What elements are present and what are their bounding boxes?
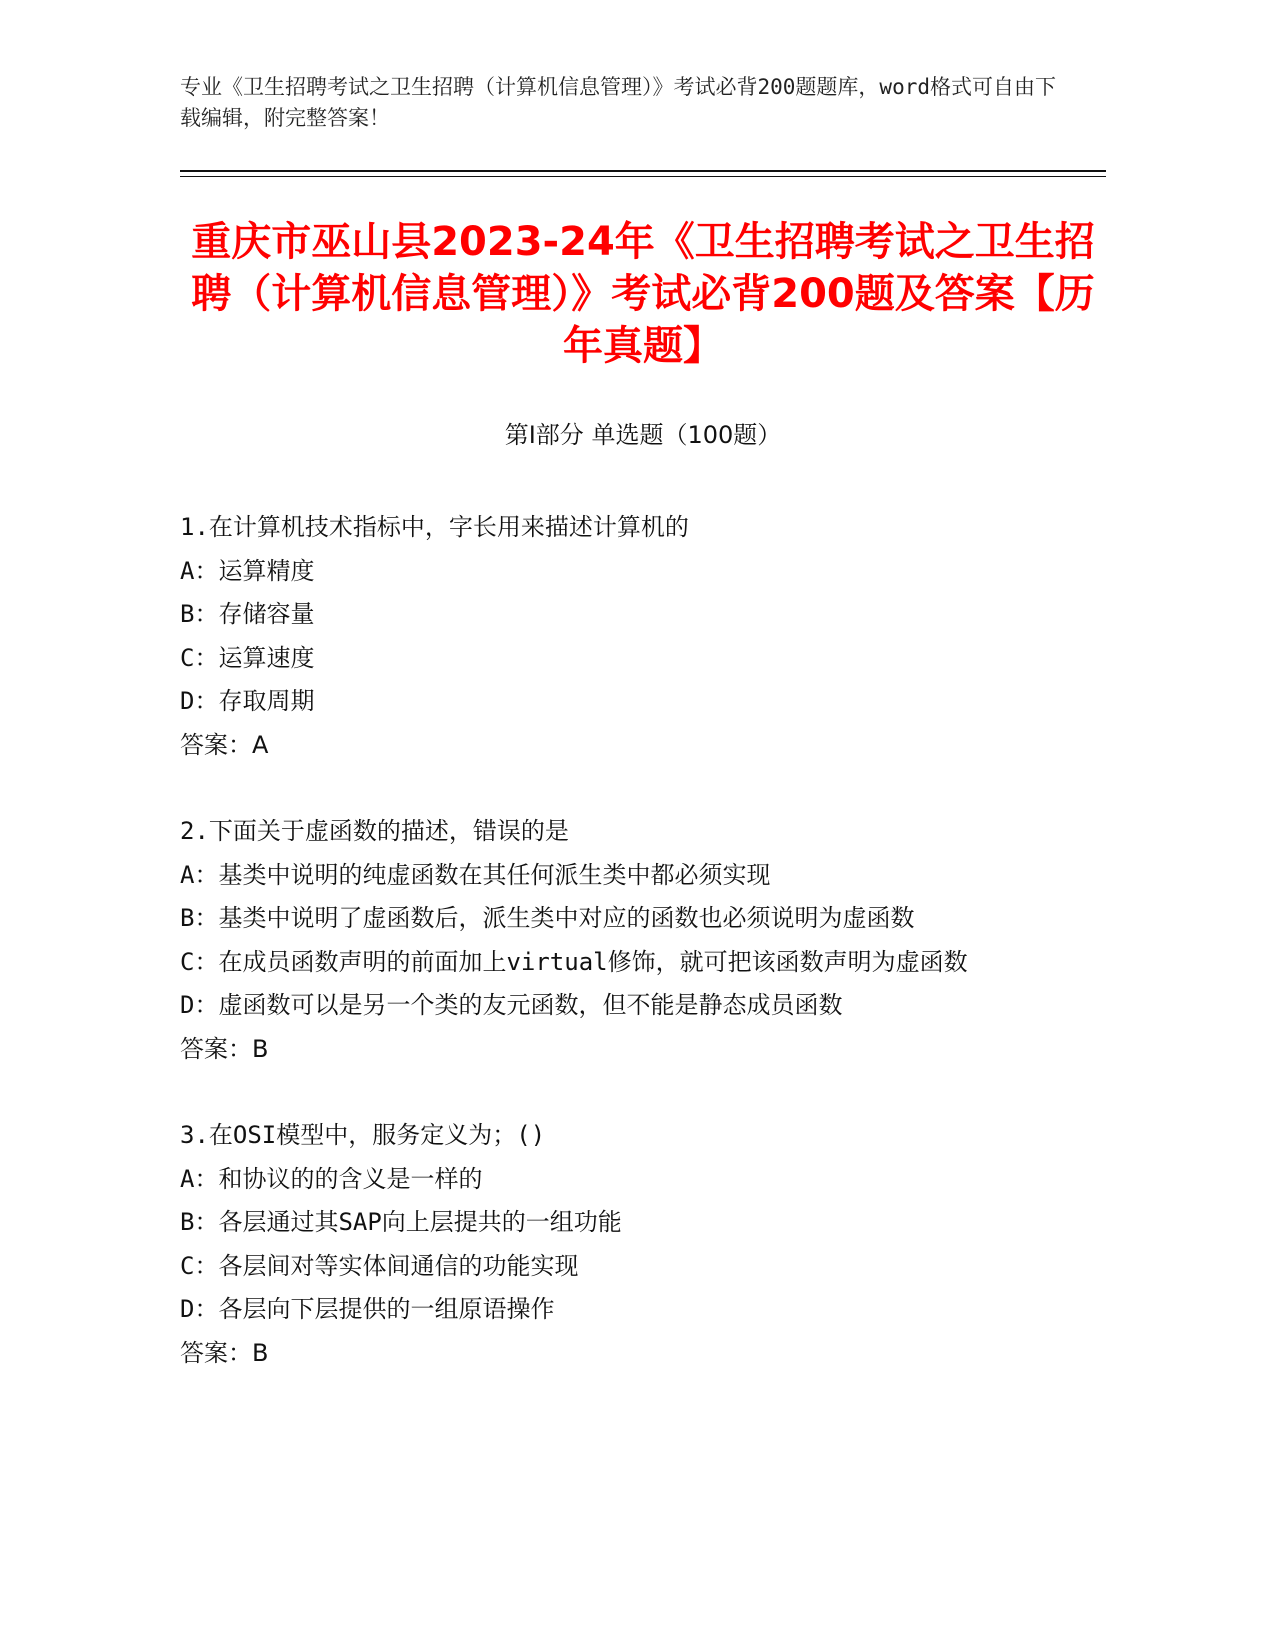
option-c: C：各层间对等实体间通信的功能实现 [180,1251,579,1280]
document-title: 重庆市巫山县2023-24年《卫生招聘考试之卫生招聘（计算机信息管理）》考试必背200题及答案【历年真题】 [191,219,1095,369]
option-b: B：各层通过其SAP向上层提共的一组功能 [180,1208,622,1236]
answer-line: 答案：B [180,1338,269,1367]
question-1 [180,506,1040,767]
section-title: 第Ⅰ部分 单选题（100题） [504,421,782,449]
option-c: C：运算速度 [180,643,315,672]
option-b: B：基类中说明了虚函数后，派生类中对应的函数也必须说明为虚函数 [180,904,915,932]
answer-line: 答案：A [180,730,269,759]
option-b: B：存储容量 [180,600,315,628]
question-2 [180,810,1040,1071]
question-stem: 3.在OSI模型中，服务定义为；() [180,1121,546,1149]
option-d: D：存取周期 [180,687,315,715]
answer-line: 答案：B [180,1034,269,1063]
option-a: A：运算精度 [180,556,315,585]
option-a: A：基类中说明的纯虚函数在其任何派生类中都必须实现 [180,860,771,889]
header-divider-thin [180,176,1106,177]
option-a: A：和协议的的含义是一样的 [180,1164,483,1193]
option-d: D：各层向下层提供的一组原语操作 [180,1295,555,1323]
header-divider-thick [180,170,1106,172]
question-3 [180,1114,1040,1375]
question-stem: 1.在计算机技术指标中，字长用来描述计算机的 [180,513,689,541]
question-stem: 2.下面关于虚函数的描述，错误的是 [180,817,569,845]
question-list [180,506,1040,1418]
header-note: 专业《卫生招聘考试之卫生招聘（计算机信息管理）》考试必背200题题库，word格式可自由下载编辑，附完整答案！ [180,75,1056,130]
option-d: D：虚函数可以是另一个类的友元函数，但不能是静态成员函数 [180,991,843,1019]
option-c: C：在成员函数声明的前面加上virtual修饰，就可把该函数声明为虚函数 [180,947,968,976]
